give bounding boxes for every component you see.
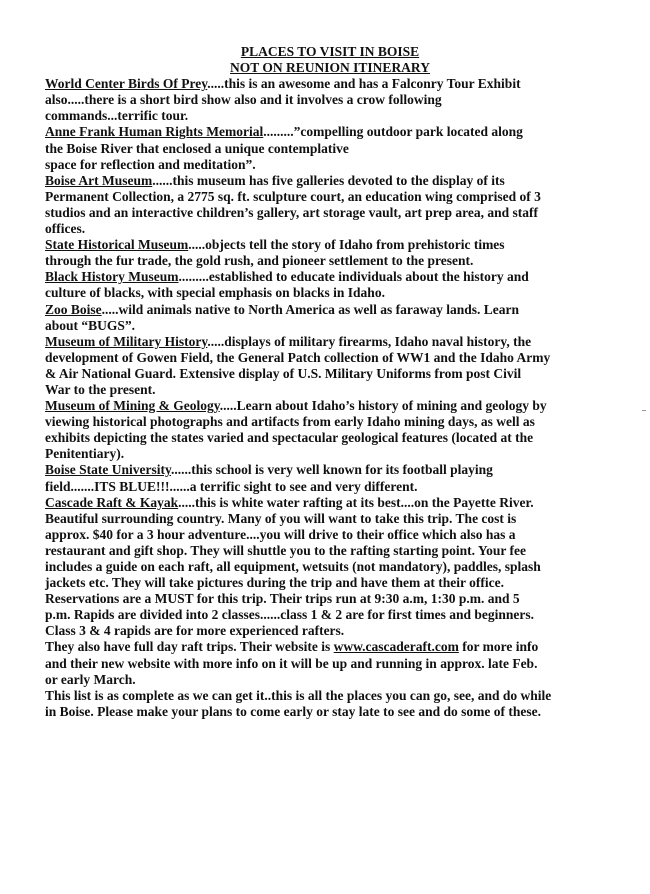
entry-text: Beautiful surrounding country. Many of you will want to take this trip. The cost is (45, 510, 517, 526)
entry-name: Boise Art Museum (45, 172, 153, 188)
entry-name: Museum of Military History (45, 333, 208, 349)
scan-artifact (642, 410, 646, 411)
entry-text: ......this school is very well known for its football playing (171, 462, 493, 478)
entry-text: approx. $40 for a 3 hour adventure....you will drive to their office which also has a (45, 526, 516, 542)
entry-text: Penitentiary). (45, 446, 125, 462)
document-title (45, 44, 615, 76)
entry-text: .....Learn about Idaho’s history of mining and geology by (219, 398, 547, 414)
entry-text: jackets etc. They will take pictures during the trip and have them at their office. (45, 575, 504, 591)
raft-followup-text: They also have full day raft trips. Their website is (45, 639, 334, 655)
entry-text: includes a guide on each raft, all equipment, wetsuits (not mandatory), paddles, splash (45, 559, 541, 574)
entry-museum-of-military-history (45, 334, 615, 398)
entry-museum-of-mining-geology (45, 398, 615, 462)
closing-paragraph (45, 688, 615, 720)
entry-text: .....this is white water rafting at its best....on the Payette River. (178, 494, 534, 510)
entry-text: space for reflection and meditation”. (45, 156, 256, 172)
closing-text: in Boise. Please make your plans to come early or stay late to see and do some of these. (45, 703, 541, 719)
entry-text: & Air National Guard. Extensive display of U.S. Military Uniforms from post Civil (45, 365, 522, 381)
entry-text: War to the present. (45, 381, 156, 397)
entry-boise-art-museum (45, 173, 615, 237)
entry-text: viewing historical photographs and artifacts from early Idaho mining days, as well as (45, 414, 535, 430)
raft-followup-text: and their new website with more info on it will be up and running in approx. late Feb. (45, 655, 538, 671)
entry-text: through the fur trade, the gold rush, and pioneer settlement to the present. (45, 253, 474, 269)
entry-text: studios and an interactive children’s gallery, art storage vault, art prep area, and staff (45, 204, 538, 220)
entry-text: offices. (45, 221, 86, 237)
entry-name: Museum of Mining & Geology (45, 398, 220, 414)
entry-text: culture of blacks, with special emphasis on blacks in Idaho. (45, 285, 385, 301)
entry-text: restaurant and gift shop. They will shuttle you to the rafting starting point. Your fee (45, 542, 527, 558)
entry-name: Black History Museum (45, 269, 179, 285)
entry-name: State Historical Museum (45, 237, 189, 253)
entry-name: Zoo Boise (45, 301, 102, 317)
entry-name: World Center Birds Of Prey (45, 76, 208, 92)
entry-name: Boise State University (45, 462, 171, 478)
entry-state-historical-museum (45, 237, 615, 269)
title-line-1: PLACES TO VISIT IN BOISE (240, 44, 420, 59)
entry-text: .........”compelling outdoor park located along (263, 124, 523, 140)
entry-text: Permanent Collection, a 2775 sq. ft. sculpture court, an education wing comprised of 3 (45, 188, 541, 204)
entry-text: about “BUGS”. (45, 317, 136, 333)
entry-text: also.....there is a short bird show also and it involves a crow following (45, 92, 442, 108)
entry-text: the Boise River that enclosed a unique contemplative (45, 140, 349, 156)
entry-text: exhibits depicting the states varied and spectacular geological features (located at the (45, 430, 534, 446)
entry-world-center-birds-of-prey (45, 76, 615, 124)
entry-anne-frank-memorial (45, 124, 615, 172)
entry-cascade-raft-kayak (45, 495, 615, 640)
document-page (45, 44, 615, 720)
entry-black-history-museum (45, 269, 615, 301)
raft-followup-paragraph (45, 639, 615, 687)
entry-text: .........established to educate individuals about the history and (178, 269, 529, 285)
entry-text: commands...terrific tour. (45, 108, 189, 124)
title-line-2: NOT ON REUNION ITINERARY (230, 60, 430, 76)
entry-text: field.......ITS BLUE!!!......a terrific sight to see and very different. (45, 478, 418, 494)
entry-text: .....displays of military firearms, Idaho naval history, the (207, 333, 532, 349)
raft-followup-text: for more info (458, 639, 539, 655)
entry-text: ......this museum has five galleries devoted to the display of its (152, 172, 505, 188)
cascade-raft-website-link[interactable]: www.cascaderaft.com (333, 639, 459, 655)
entry-text: Reservations are a MUST for this trip. Their trips run at 9:30 a.m, 1:30 p.m. and 5 (45, 591, 520, 607)
entry-text: development of Gowen Field, the General Patch collection of WW1 and the Idaho Army (45, 349, 551, 365)
entry-name: Anne Frank Human Rights Memorial (45, 124, 264, 140)
entry-text: .....objects tell the story of Idaho from prehistoric times (188, 237, 505, 253)
entry-text: .....wild animals native to North America as well as faraway lands. Learn (101, 301, 520, 317)
entry-zoo-boise (45, 302, 615, 334)
entry-text: .....this is an awesome and has a Falconry Tour Exhibit (207, 76, 521, 92)
entry-boise-state-university (45, 462, 615, 494)
raft-followup-text: or early March. (45, 671, 136, 687)
entry-text: Class 3 & 4 rapids are for more experienced rafters. (45, 623, 345, 639)
closing-text: This list is as complete as we can get it..this is all the places you can go, see, and do while (45, 687, 552, 703)
entry-text: p.m. Rapids are divided into 2 classes......class 1 & 2 are for first times and beginners. (45, 607, 535, 623)
entry-name: Cascade Raft & Kayak (45, 494, 179, 510)
